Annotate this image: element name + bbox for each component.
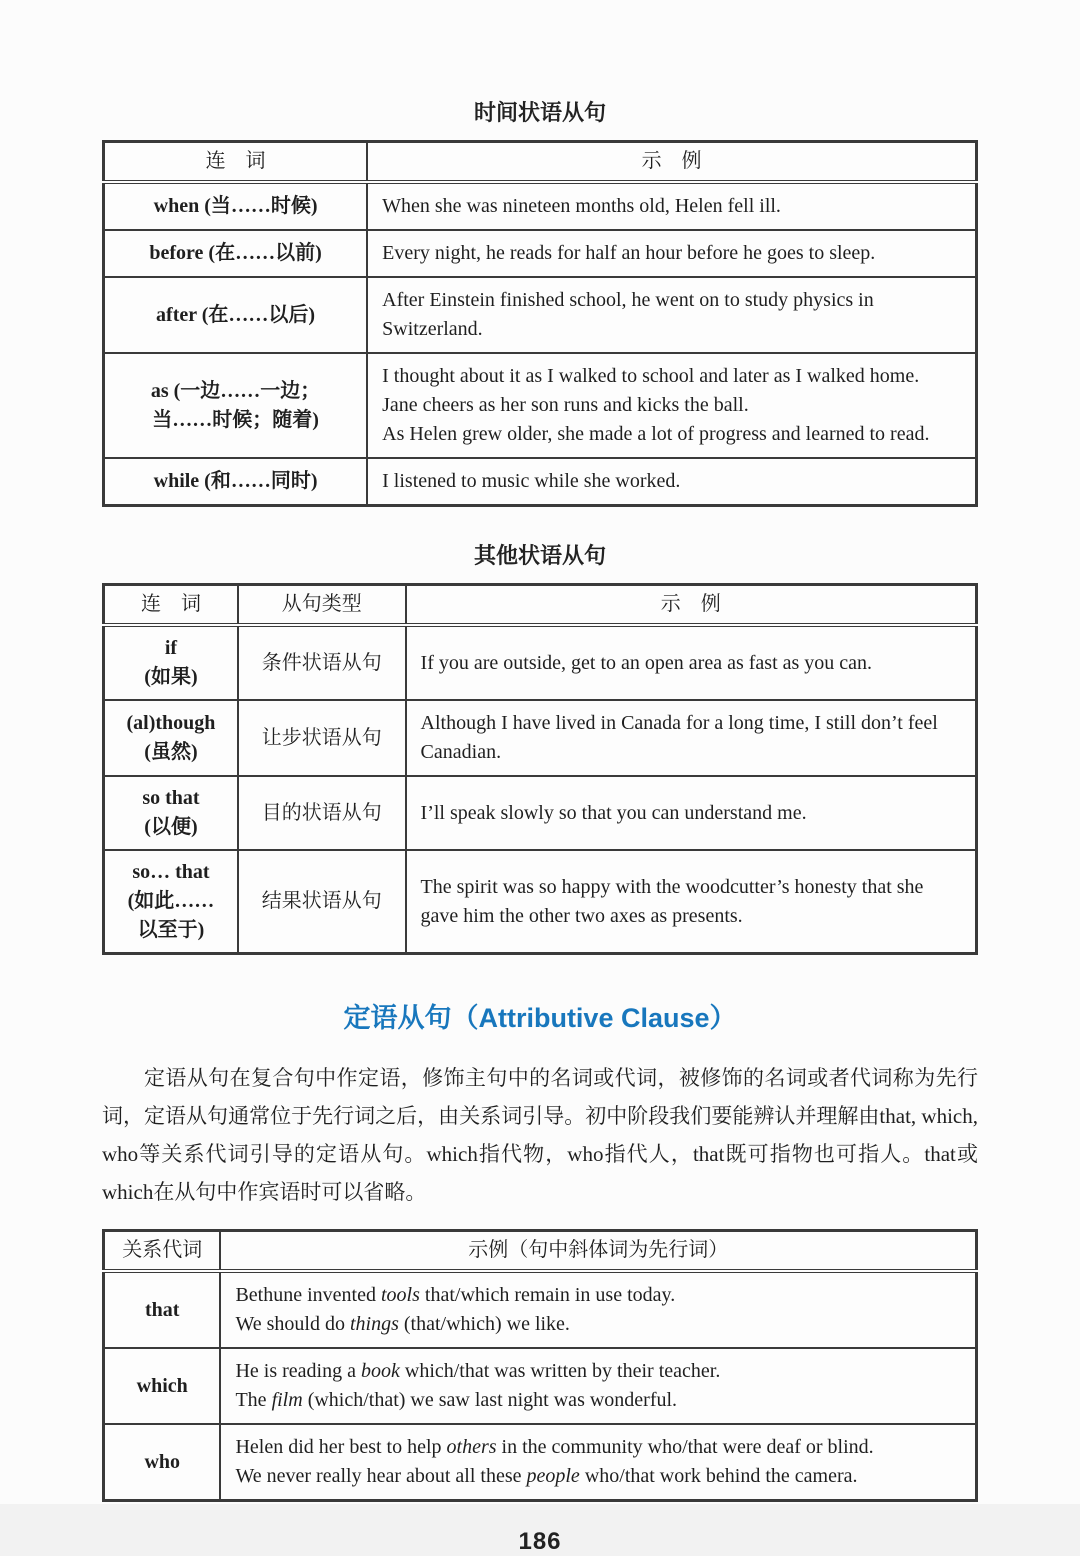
table-row (104, 700, 977, 776)
column-header: 从句类型 (238, 585, 406, 626)
table-row (104, 776, 977, 850)
header-row (104, 1231, 977, 1272)
relative-pronoun-cell: who (104, 1424, 221, 1501)
table-row (104, 230, 977, 277)
table-row (104, 625, 977, 700)
conjunction-cell: if (如果) (104, 625, 238, 700)
table-row (104, 1424, 977, 1501)
relative-pronoun-cell: that (104, 1271, 221, 1348)
example-cell: Although I have lived in Canada for a long time, I still don’t feel Canadian. (406, 700, 977, 776)
header-row (104, 142, 977, 183)
paragraph-line: which在从句中作宾语时可以省略。 (102, 1180, 427, 1204)
example-cell: After Einstein finished school, he went on to study physics in Switzerland. (367, 277, 976, 353)
time-adverbial-table (102, 140, 978, 507)
example-cell: Helen did her best to help others in the community who/that were deaf or blind. We never really hear about all these people who/that work behind the camera. (220, 1424, 976, 1501)
paragraph-line: who等关系代词引导的定语从句。which指代物，who指代人，that既可指物也可指人。that或 (102, 1142, 978, 1166)
conjunction-cell: so that (以便) (104, 776, 238, 850)
page-number: 186 (518, 1528, 562, 1555)
column-header: 连 词 (104, 585, 238, 626)
conjunction-cell: before (在……以前) (104, 230, 368, 277)
other-adverbial-table-block (102, 583, 978, 955)
time-adverbial-table-block (102, 140, 978, 507)
column-header: 关系代词 (104, 1231, 221, 1272)
paragraph-line: 定语从句在复合句中作定语，修饰主句中的名词或代词，被修饰的名词或者代词称为先行 (144, 1066, 978, 1090)
table-row (104, 1271, 977, 1348)
conjunction-cell: when (当……时候) (104, 182, 368, 230)
paragraph-line: 词，定语从句通常位于先行词之后，由关系词引导。初中阶段我们要能辨认并理解由that, which, (102, 1104, 978, 1128)
clause-type-cell: 条件状语从句 (238, 625, 406, 700)
example-cell: I thought about it as I walked to school and later as I walked home. Jane cheers as her son runs and kicks the ball. As Helen grew older, she made a lot of progress and learned to read. (367, 353, 976, 458)
table-row (104, 182, 977, 230)
table-row (104, 850, 977, 954)
conjunction-cell: while (和……同时) (104, 458, 368, 506)
example-cell: If you are outside, get to an open area as fast as you can. (406, 625, 977, 700)
conjunction-cell: after (在……以后) (104, 277, 368, 353)
example-cell: Every night, he reads for half an hour before he goes to sleep. (367, 230, 976, 277)
clause-type-cell: 让步状语从句 (238, 700, 406, 776)
other-adverbial-table (102, 583, 978, 955)
attributive-clause-table (102, 1229, 978, 1502)
table-row (104, 1348, 977, 1424)
conjunction-cell: as (一边……一边； 当……时候；随着) (104, 353, 368, 458)
example-cell: He is reading a book which/that was written by their teacher. The film (which/that) we saw last night was wonderful. (220, 1348, 976, 1424)
other-clause-section-title: 其他状语从句 (473, 543, 606, 568)
clause-type-cell: 目的状语从句 (238, 776, 406, 850)
example-cell: The spirit was so happy with the woodcutter’s honesty that she gave him the other two axes as presents. (406, 850, 977, 954)
example-cell: I’ll speak slowly so that you can understand me. (406, 776, 977, 850)
header-row (104, 585, 977, 626)
attributive-clause-heading: 定语从句（Attributive Clause） (343, 1003, 737, 1033)
column-header: 连 词 (104, 142, 368, 183)
example-cell: When she was nineteen months old, Helen fell ill. (367, 182, 976, 230)
conjunction-cell: so… that (如此…… 以至于) (104, 850, 238, 954)
conjunction-cell: (al)though (虽然) (104, 700, 238, 776)
attributive-table-block (102, 1229, 978, 1502)
column-header: 示 例 (367, 142, 976, 183)
time-clause-section-title: 时间状语从句 (473, 100, 606, 125)
example-cell: Bethune invented tools that/which remain in use today. We should do things (that/which) we like. (220, 1271, 976, 1348)
example-cell: I listened to music while she worked. (367, 458, 976, 506)
table-row (104, 458, 977, 506)
attributive-intro-paragraph (102, 1059, 978, 1211)
column-header: 示 例 (406, 585, 977, 626)
table-row (104, 277, 977, 353)
column-header: 示例（句中斜体词为先行词） (220, 1231, 976, 1272)
relative-pronoun-cell: which (104, 1348, 221, 1424)
table-row (104, 353, 977, 458)
clause-type-cell: 结果状语从句 (238, 850, 406, 954)
